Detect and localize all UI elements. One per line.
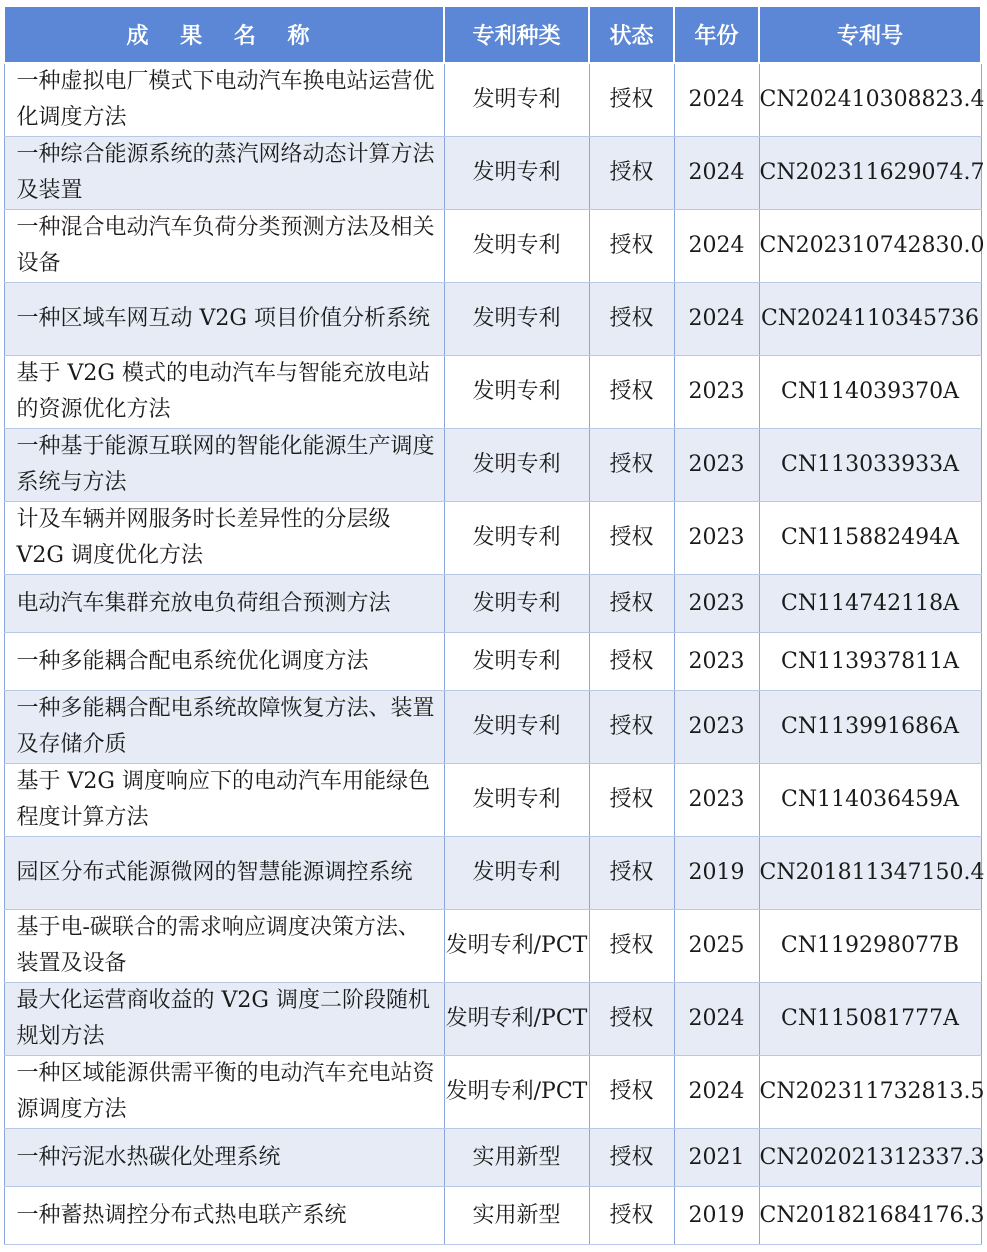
table-row xyxy=(4,356,981,429)
patent-type-cell: 实用新型 xyxy=(444,1129,589,1187)
patent-type-cell: 发明专利 xyxy=(444,137,589,210)
patent-name-cell: 基于 V2G 模式的电动汽车与智能充放电站的资源优化方法 xyxy=(4,356,444,429)
table-row xyxy=(4,575,981,633)
patent-type-cell: 发明专利 xyxy=(444,210,589,283)
patent-year-cell: 2024 xyxy=(674,63,759,137)
patent-number-cell: CN114036459A xyxy=(759,764,981,837)
patent-name-cell: 一种综合能源系统的蒸汽网络动态计算方法及装置 xyxy=(4,137,444,210)
patent-number-cell: CN201821684176.3 xyxy=(759,1187,981,1245)
patent-year-cell: 2024 xyxy=(674,1056,759,1129)
patent-year-cell: 2023 xyxy=(674,633,759,691)
column-header-type: 专利种类 xyxy=(444,6,589,63)
patent-number-cell: CN114039370A xyxy=(759,356,981,429)
table-row xyxy=(4,210,981,283)
table-row xyxy=(4,764,981,837)
patent-year-cell: 2023 xyxy=(674,575,759,633)
patent-type-cell: 发明专利 xyxy=(444,502,589,575)
patent-number-cell: CN115081777A xyxy=(759,983,981,1056)
table-row xyxy=(4,63,981,137)
patent-status-cell: 授权 xyxy=(589,137,674,210)
patent-year-cell: 2024 xyxy=(674,210,759,283)
column-header-status: 状态 xyxy=(589,6,674,63)
patent-type-cell: 发明专利 xyxy=(444,837,589,910)
table-row xyxy=(4,429,981,502)
column-header-number: 专利号 xyxy=(759,6,981,63)
table-row xyxy=(4,1129,981,1187)
patent-number-cell: CN201811347150.4 xyxy=(759,837,981,910)
table-row xyxy=(4,983,981,1056)
patent-status-cell: 授权 xyxy=(589,63,674,137)
patent-type-cell: 发明专利 xyxy=(444,633,589,691)
patent-number-cell: CN113937811A xyxy=(759,633,981,691)
table-row xyxy=(4,837,981,910)
patent-year-cell: 2023 xyxy=(674,764,759,837)
table-row xyxy=(4,691,981,764)
column-header-name: 成 果 名 称 xyxy=(4,6,444,63)
table-row xyxy=(4,633,981,691)
patent-status-cell: 授权 xyxy=(589,210,674,283)
table-row xyxy=(4,1056,981,1129)
table-row xyxy=(4,910,981,983)
patent-status-cell: 授权 xyxy=(589,1056,674,1129)
patent-year-cell: 2024 xyxy=(674,283,759,356)
patent-status-cell: 授权 xyxy=(589,910,674,983)
column-header-year: 年份 xyxy=(674,6,759,63)
patent-year-cell: 2023 xyxy=(674,502,759,575)
patent-number-cell: CN202311732813.5 xyxy=(759,1056,981,1129)
patent-year-cell: 2025 xyxy=(674,910,759,983)
table-row xyxy=(4,283,981,356)
patent-name-cell: 计及车辆并网服务时长差异性的分层级 V2G 调度优化方法 xyxy=(4,502,444,575)
patent-table xyxy=(3,5,985,1245)
patent-year-cell: 2019 xyxy=(674,1187,759,1245)
patent-status-cell: 授权 xyxy=(589,429,674,502)
patent-status-cell: 授权 xyxy=(589,691,674,764)
patent-status-cell: 授权 xyxy=(589,837,674,910)
patent-status-cell: 授权 xyxy=(589,283,674,356)
patent-number-cell: CN113991686A xyxy=(759,691,981,764)
patent-year-cell: 2024 xyxy=(674,137,759,210)
patent-name-cell: 一种污泥水热碳化处理系统 xyxy=(4,1129,444,1187)
patent-status-cell: 授权 xyxy=(589,356,674,429)
table-row xyxy=(4,137,981,210)
patent-status-cell: 授权 xyxy=(589,502,674,575)
patent-status-cell: 授权 xyxy=(589,983,674,1056)
patent-number-cell: CN202310742830.0 xyxy=(759,210,981,283)
patent-name-cell: 一种蓄热调控分布式热电联产系统 xyxy=(4,1187,444,1245)
patent-number-cell: CN113033933A xyxy=(759,429,981,502)
patent-type-cell: 发明专利/PCT xyxy=(444,983,589,1056)
patent-status-cell: 授权 xyxy=(589,764,674,837)
patent-type-cell: 发明专利 xyxy=(444,764,589,837)
patent-name-cell: 最大化运营商收益的 V2G 调度二阶段随机规划方法 xyxy=(4,983,444,1056)
patent-type-cell: 发明专利 xyxy=(444,575,589,633)
patent-status-cell: 授权 xyxy=(589,575,674,633)
patent-name-cell: 一种区域能源供需平衡的电动汽车充电站资源调度方法 xyxy=(4,1056,444,1129)
patent-name-cell: 一种虚拟电厂模式下电动汽车换电站运营优化调度方法 xyxy=(4,63,444,137)
patent-number-cell: CN202021312337.3 xyxy=(759,1129,981,1187)
patent-type-cell: 发明专利 xyxy=(444,63,589,137)
patent-number-cell: CN115882494A xyxy=(759,502,981,575)
patent-name-cell: 一种基于能源互联网的智能化能源生产调度系统与方法 xyxy=(4,429,444,502)
patent-name-cell: 一种混合电动汽车负荷分类预测方法及相关设备 xyxy=(4,210,444,283)
patent-type-cell: 发明专利 xyxy=(444,429,589,502)
patent-name-cell: 一种多能耦合配电系统故障恢复方法、装置及存储介质 xyxy=(4,691,444,764)
patent-name-cell: 电动汽车集群充放电负荷组合预测方法 xyxy=(4,575,444,633)
header-row xyxy=(4,6,981,63)
patent-number-cell: CN202311629074.7 xyxy=(759,137,981,210)
patent-year-cell: 2021 xyxy=(674,1129,759,1187)
patent-name-cell: 园区分布式能源微网的智慧能源调控系统 xyxy=(4,837,444,910)
table-row xyxy=(4,1187,981,1245)
patent-type-cell: 发明专利 xyxy=(444,283,589,356)
patent-number-cell: CN202410308823.4 xyxy=(759,63,981,137)
patent-status-cell: 授权 xyxy=(589,1129,674,1187)
patent-status-cell: 授权 xyxy=(589,633,674,691)
patent-type-cell: 发明专利/PCT xyxy=(444,1056,589,1129)
table-row xyxy=(4,502,981,575)
patent-year-cell: 2023 xyxy=(674,691,759,764)
patent-status-cell: 授权 xyxy=(589,1187,674,1245)
patent-number-cell: CN119298077B xyxy=(759,910,981,983)
patent-number-cell: CN2024110345736 xyxy=(759,283,981,356)
patent-year-cell: 2019 xyxy=(674,837,759,910)
patent-name-cell: 基于 V2G 调度响应下的电动汽车用能绿色程度计算方法 xyxy=(4,764,444,837)
patent-type-cell: 发明专利 xyxy=(444,691,589,764)
patent-name-cell: 一种多能耦合配电系统优化调度方法 xyxy=(4,633,444,691)
patent-type-cell: 实用新型 xyxy=(444,1187,589,1245)
patent-name-cell: 基于电-碳联合的需求响应调度决策方法、装置及设备 xyxy=(4,910,444,983)
patent-number-cell: CN114742118A xyxy=(759,575,981,633)
patent-year-cell: 2023 xyxy=(674,356,759,429)
patent-year-cell: 2023 xyxy=(674,429,759,502)
patent-type-cell: 发明专利/PCT xyxy=(444,910,589,983)
patent-type-cell: 发明专利 xyxy=(444,356,589,429)
patent-name-cell: 一种区域车网互动 V2G 项目价值分析系统 xyxy=(4,283,444,356)
patent-year-cell: 2024 xyxy=(674,983,759,1056)
